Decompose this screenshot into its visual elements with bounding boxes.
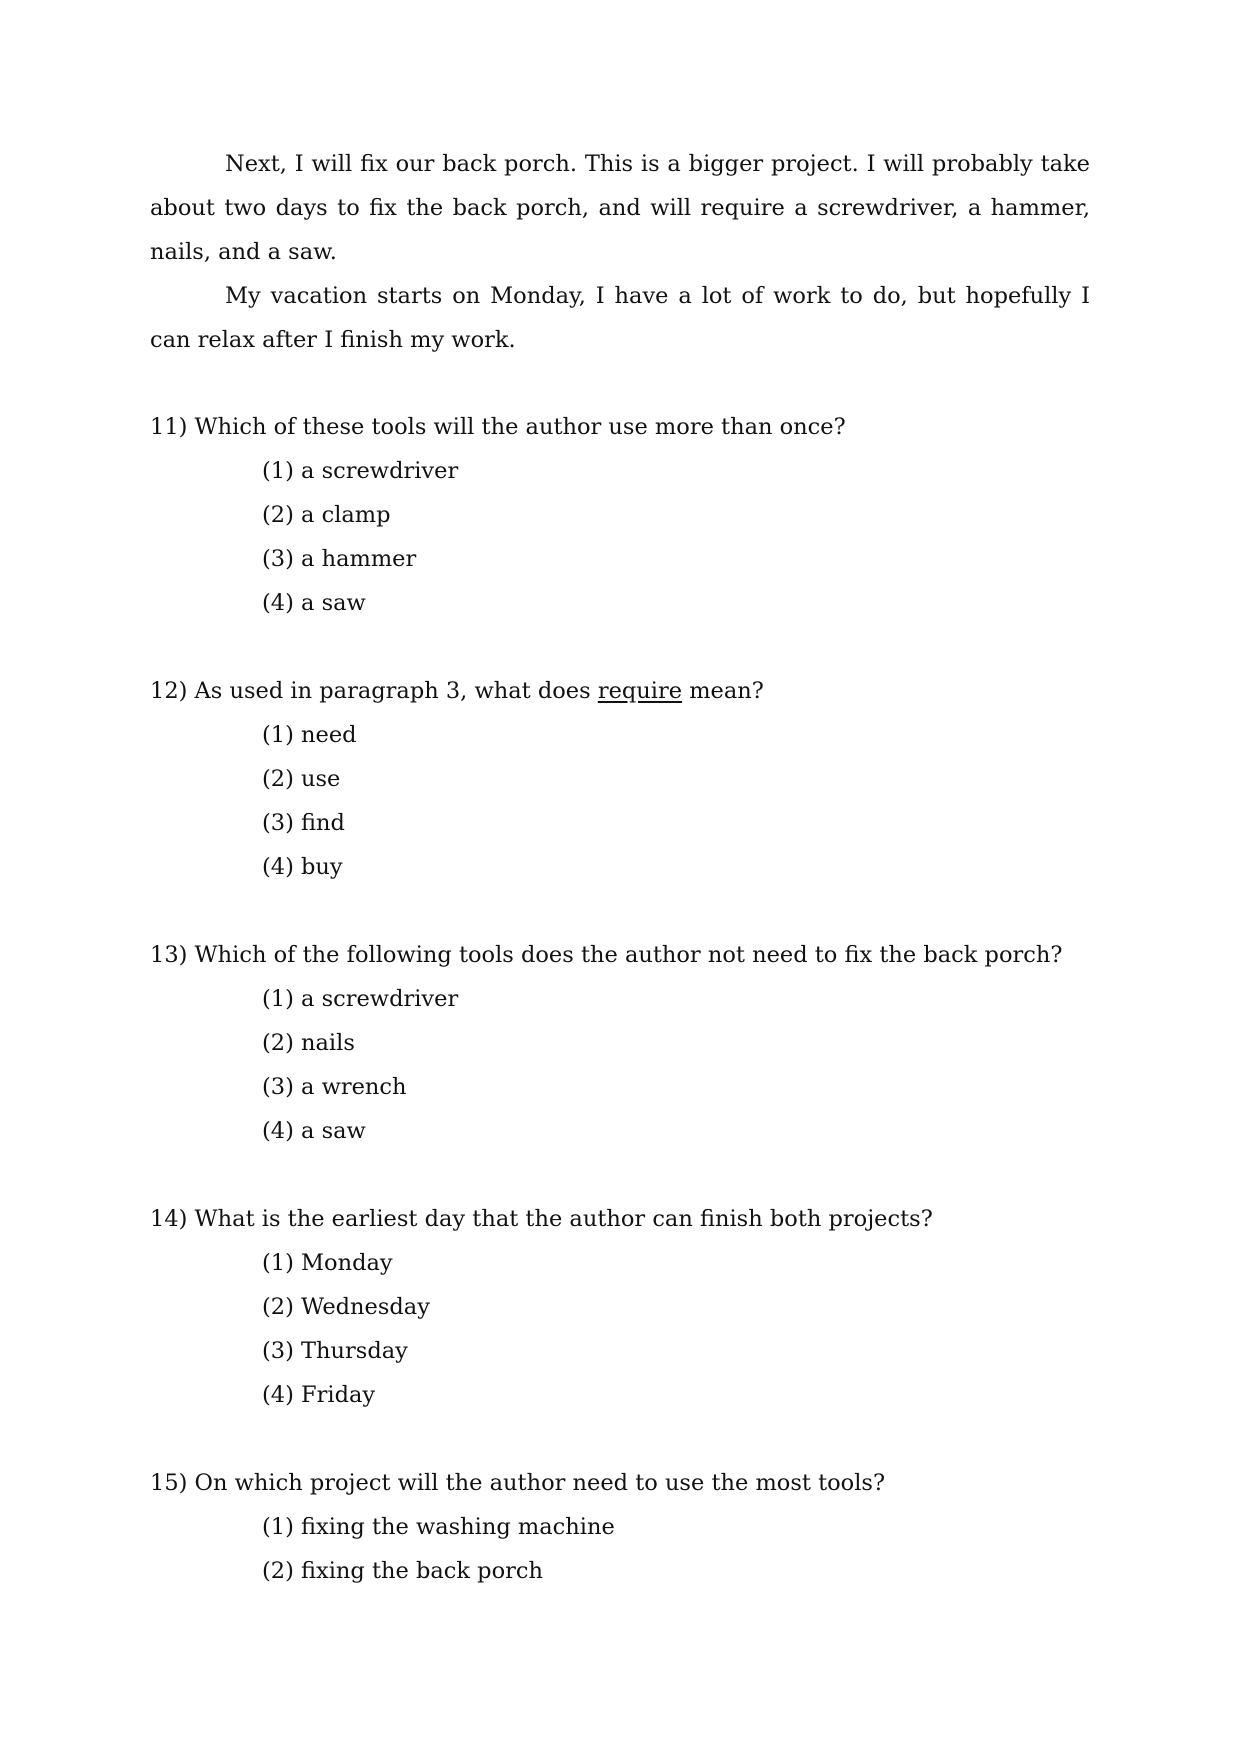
question-12-option: (1) need	[262, 722, 357, 748]
underlined-word: require	[597, 678, 683, 704]
question-15-option: (1) fixing the washing machine	[262, 1514, 615, 1540]
question-13-option: (4) a saw	[262, 1118, 366, 1144]
question-15-option: (2) fixing the back porch	[262, 1558, 543, 1584]
passage-text: My vacation starts on Monday, I have a lot of work to do, but hopefully I can relax after I finish my work.	[150, 283, 1090, 353]
question-13-text: 13) Which of the following tools does the author not need to fix the back porch?	[150, 942, 1063, 968]
question-11-option: (4) a saw	[262, 590, 366, 616]
question-14-text: 14) What is the earliest day that the author can finish both projects?	[150, 1206, 933, 1232]
question-14-option: (4) Friday	[262, 1382, 376, 1408]
question-12-text-start: 12) As used in paragraph 3, what does	[150, 678, 598, 704]
question-13-option: (1) a screwdriver	[262, 986, 459, 1012]
question-12-option: (2) use	[262, 766, 341, 792]
question-15-text: 15) On which project will the author need to use the most tools?	[150, 1470, 886, 1496]
question-14-option: (3) Thursday	[262, 1338, 408, 1364]
question-12-text	[150, 669, 1110, 713]
question-11-text: 11) Which of these tools will the author use more than once?	[150, 414, 846, 440]
question-11-option: (1) a screwdriver	[262, 458, 459, 484]
passage-text: Next, I will fix our back porch. This is a bigger project. I will probably take about two days to fix the back porch, and will require a screwdriver, a hammer, nails, and a saw.	[150, 151, 1090, 265]
question-13-option: (3) a wrench	[262, 1074, 407, 1100]
question-14-option: (1) Monday	[262, 1250, 393, 1276]
question-11-option: (2) a clamp	[262, 502, 391, 528]
question-12-option: (4) buy	[262, 854, 343, 880]
question-12-text-end: mean?	[682, 678, 764, 704]
passage-paragraph	[150, 274, 1090, 362]
question-14-option: (2) Wednesday	[262, 1294, 430, 1320]
passage-paragraph	[150, 142, 1090, 274]
question-12-option: (3) find	[262, 810, 345, 836]
question-11-option: (3) a hammer	[262, 546, 417, 572]
question-13-option: (2) nails	[262, 1030, 355, 1056]
